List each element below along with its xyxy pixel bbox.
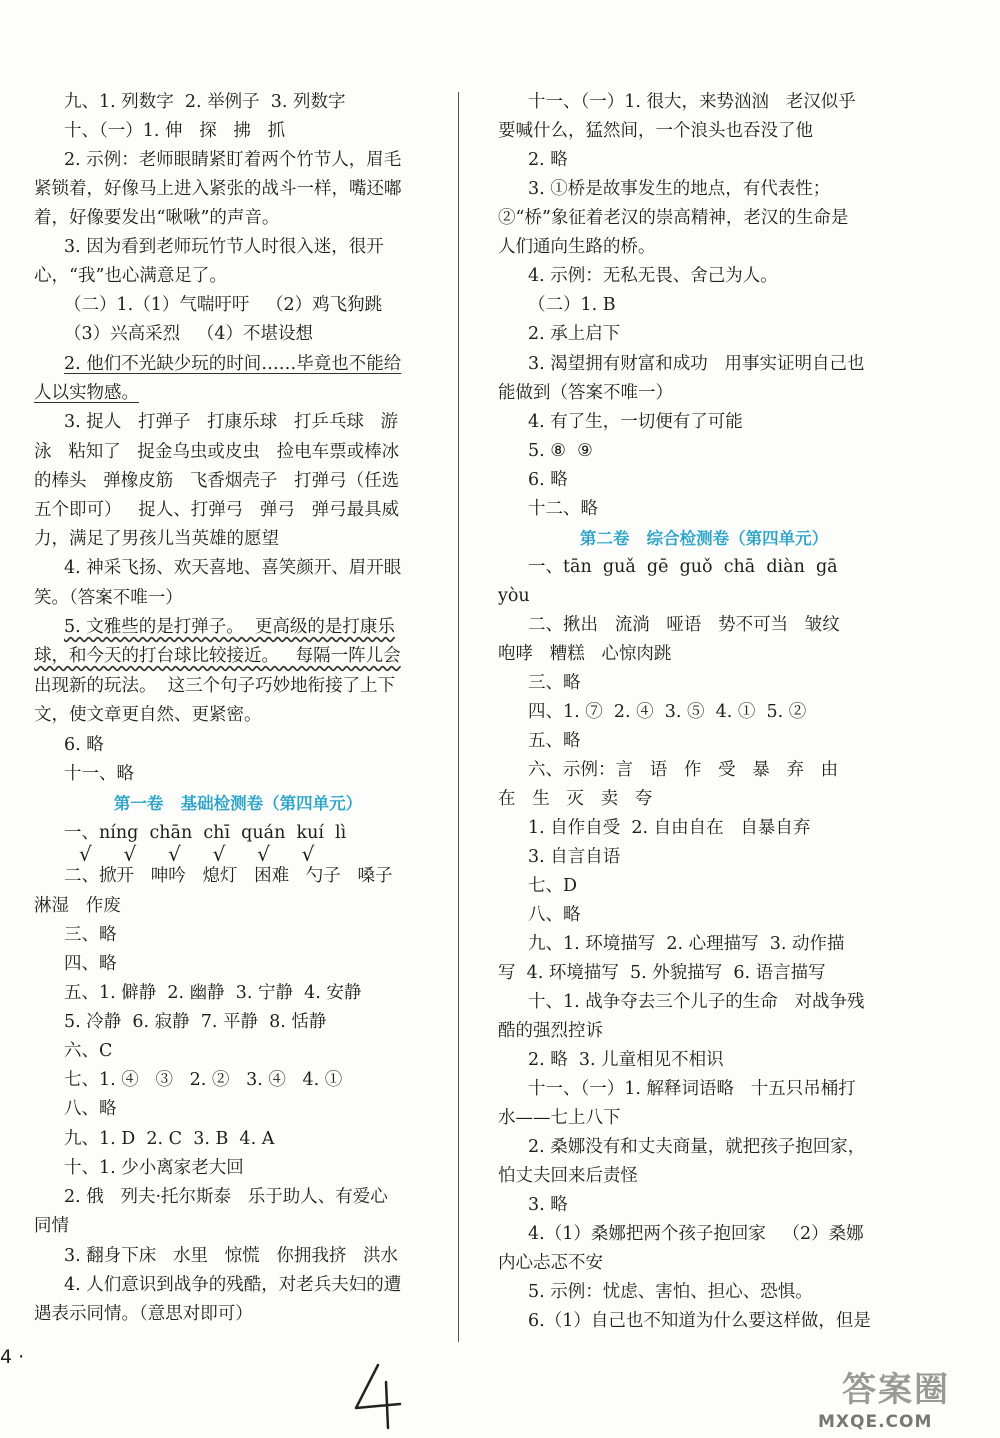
line: 淋湿 作废	[34, 896, 121, 916]
section-heading: 第一卷 基础检测卷（第四单元）	[113, 794, 363, 813]
line: 二、揪出 流淌 哑语 势不可当 皱纹	[528, 615, 840, 635]
line: 同情	[34, 1216, 69, 1236]
line: 的棒头 弹橡皮筋 飞香烟壳子 打弹弓（任选	[34, 471, 400, 491]
line: 5. ⑧ ⑨	[528, 441, 593, 461]
line: 十一、（一）1. 解释词语略 十五只吊桶打	[528, 1079, 856, 1099]
line: 内心忐忑不安	[498, 1253, 603, 1273]
line: 4. 神采飞扬、欢天喜地、喜笑颜开、眉开眼	[64, 558, 402, 578]
line: 人以实物感。	[34, 383, 139, 403]
line: （二）1.（1）气喘吁吁 （2）鸡飞狗跳	[64, 295, 383, 315]
line: 紧锁着，好像马上进入紧张的战斗一样，嘴还嘟	[34, 179, 402, 199]
line: 1. 自作自受 2. 自由自在 自暴自弃	[528, 818, 811, 838]
line: 4.（1）桑娜把两个孩子抱回家 （2）桑娜	[528, 1224, 864, 1244]
column-divider	[458, 92, 459, 1342]
line: 九、1. 环境描写 2. 心理描写 3. 动作描	[528, 934, 845, 954]
line: 球，和今天的打台球比较接近。 每隔一阵儿会	[34, 646, 401, 666]
line: 3. 略	[528, 1195, 568, 1215]
line: 酷的强烈控诉	[498, 1021, 603, 1041]
line: 一、tān guǎ gē guǒ chā diàn gā	[528, 557, 838, 577]
line: 着，好像要发出“啾啾”的声音。	[34, 208, 280, 228]
line: 三、略	[528, 673, 581, 693]
line: 3. ①桥是故事发生的地点，有代表性；	[528, 179, 831, 199]
line: yòu	[498, 586, 530, 606]
line: 3. 因为看到老师玩竹节人时很入迷，很开	[64, 237, 384, 257]
line: 在 生 灭 卖 夸	[498, 789, 653, 809]
line: 八、略	[528, 905, 581, 925]
line: 4. 人们意识到战争的残酷，对老兵夫妇的遭	[64, 1275, 402, 1295]
line: 5. 文雅些的是打弹子。 更高级的是打康乐	[64, 617, 395, 637]
line: （3）兴高采烈 （4）不堪设想	[64, 324, 313, 344]
line: 四、1. ⑦ 2. ④ 3. ⑤ 4. ① 5. ②	[528, 702, 807, 722]
line: 2. 俄 列夫·托尔斯泰 乐于助人、有爱心	[64, 1187, 388, 1207]
line: 3. 捉人 打弹子 打康乐球 打乒乓球 游	[64, 412, 399, 432]
line: 能做到（答案不唯一）	[498, 383, 673, 403]
line: 笑。（答案不唯一）	[34, 588, 183, 608]
handwritten-number	[348, 1360, 408, 1430]
line: 十一、略	[64, 764, 134, 784]
line: 4. 示例：无私无畏、舍己为人。	[528, 266, 778, 286]
line: 遇表示同情。（意思对即可）	[34, 1304, 253, 1324]
line: 五个即可） 捉人、打弹弓 弹弓 弹弓最具威	[34, 500, 400, 520]
line: 水——七上八下	[498, 1108, 621, 1128]
page-number: 4 ·	[0, 1346, 25, 1368]
line: （二）1. B	[528, 295, 616, 315]
line: 3. 自言自语	[528, 847, 621, 867]
line: ②“桥”象征着老汉的崇高精神，老汉的生命是	[498, 208, 849, 228]
line: 心，“我”也心满意足了。	[34, 266, 227, 286]
line: 人们通向生路的桥。	[498, 237, 656, 257]
line: 4. 有了生，一切便有了可能	[528, 412, 743, 432]
line: 七、1. ④ ③ 2. ② 3. ④ 4. ①	[64, 1070, 343, 1090]
line: 五、1. 僻静 2. 幽静 3. 宁静 4. 安静	[64, 983, 362, 1003]
line: 九、1. 列数字 2. 举例子 3. 列数字	[64, 92, 346, 112]
watermark-logo: 答案圈	[842, 1370, 950, 1410]
line: 十、1. 战争夺去三个儿子的生命 对战争残	[528, 992, 865, 1012]
line: 十、1. 少小离家老大回	[64, 1158, 244, 1178]
line: 六、示例：言 语 作 受 暴 弃 由	[528, 760, 839, 780]
line: 3. 翻身下床 水里 惊慌 你拥我挤 洪水	[64, 1246, 399, 1266]
line: 怕丈夫回来后责怪	[498, 1166, 638, 1186]
line: 2. 略 3. 儿童相见不相识	[528, 1050, 724, 1070]
line: 力，满足了男孩儿当英雄的愿望	[34, 529, 279, 549]
line: 2. 示例：老师眼睛紧盯着两个竹节人，眉毛	[64, 150, 402, 170]
line: 十一、（一）1. 很大，来势汹汹 老汉似乎	[528, 92, 856, 112]
line: 七、D	[528, 876, 578, 896]
line: 3. 渴望拥有财富和成功 用事实证明自己也	[528, 354, 865, 374]
line: 六、C	[64, 1041, 113, 1061]
line: 要喊什么，猛然间，一个浪头也吞没了他	[498, 121, 813, 141]
line: 二、掀开 呻吟 熄灯 困难 勺子 嗓子	[64, 866, 393, 886]
line: 写 4. 环境描写 5. 外貌描写 6. 语言描写	[498, 963, 826, 983]
line: 2. 略	[528, 150, 568, 170]
line: 6. 略	[528, 470, 568, 490]
line: 十、（一）1. 伸 探 拂 抓	[64, 121, 286, 141]
line: 2. 他们不光缺少玩的时间……毕竟也不能给	[64, 354, 402, 374]
watermark-site: MXQE.COM	[818, 1412, 933, 1432]
line: 九、1. D 2. C 3. B 4. A	[64, 1129, 275, 1149]
line: 三、略	[64, 925, 117, 945]
line: 5. 示例：忧虑、害怕、担心、恐惧。	[528, 1282, 813, 1302]
line: 四、略	[64, 954, 117, 974]
line: 5. 冷静 6. 寂静 7. 平静 8. 恬静	[64, 1012, 327, 1032]
line: 文，使文章更自然、更紧密。	[34, 705, 262, 725]
line: 泳 粘知了 捉金乌虫或皮虫 捡电车票或棒冰	[34, 442, 400, 462]
line: 出现新的玩法。 这三个句子巧妙地衔接了上下	[34, 676, 396, 696]
line: 十二、略	[528, 499, 598, 519]
line: 一、níng chān chī quán kuí lì	[64, 823, 347, 843]
line: 6. 略	[64, 735, 104, 755]
line: 咆哮 糟糕 心惊肉跳	[498, 644, 672, 664]
line: 6.（1）自己也不知道为什么要这样做，但是	[528, 1311, 871, 1331]
line: 2. 承上启下	[528, 324, 621, 344]
check-marks: √ √ √ √ √ √	[79, 842, 315, 866]
line: 八、略	[64, 1099, 117, 1119]
line: 五、略	[528, 731, 581, 751]
line: 2. 桑娜没有和丈夫商量，就把孩子抱回家，	[528, 1137, 866, 1157]
section-heading: 第二卷 综合检测卷（第四单元）	[579, 529, 829, 548]
